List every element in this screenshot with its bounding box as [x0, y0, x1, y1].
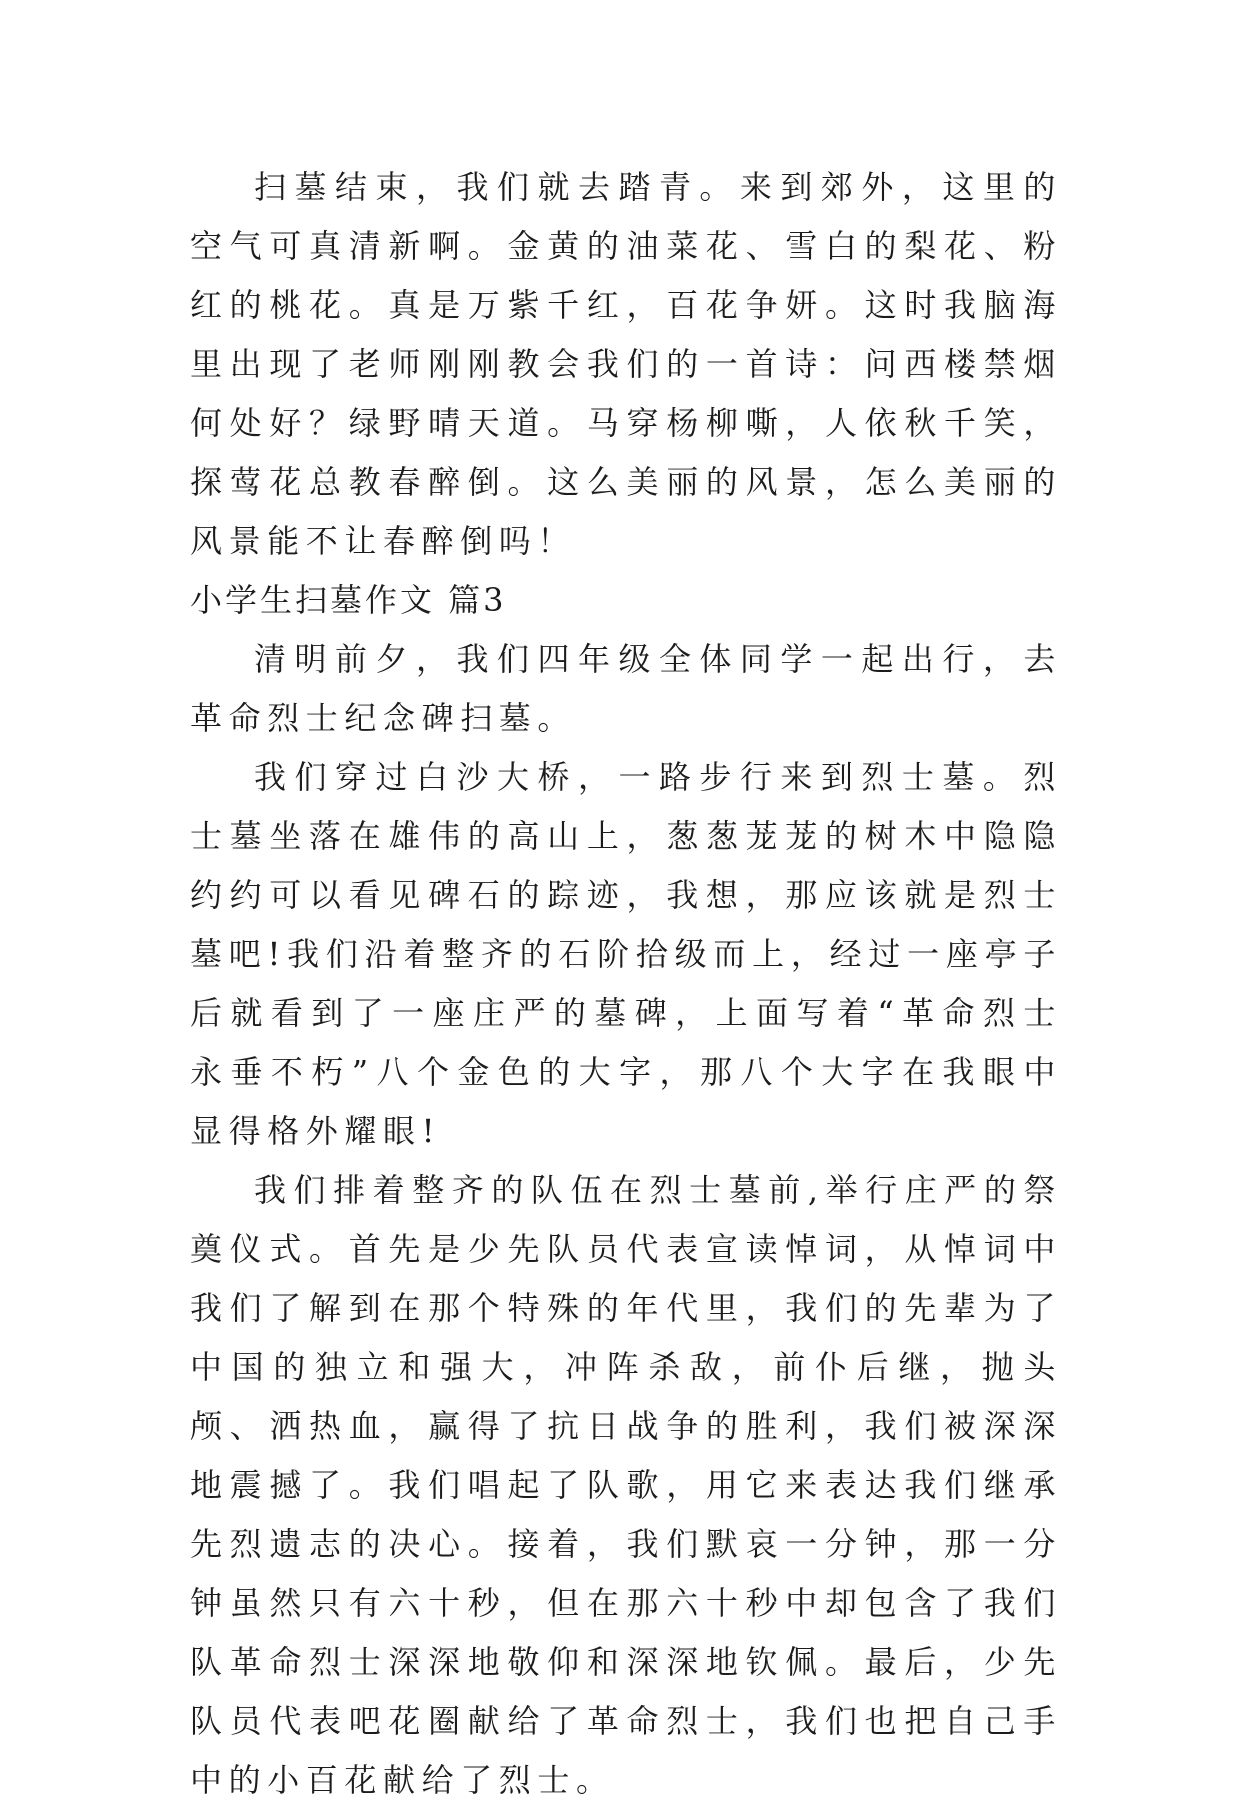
paragraph-arrival: 我们穿过白沙大桥，一路步行来到烈士墓。烈士墓坐落在雄伟的高山上，葱葱茏茏的树木中隐隐约约可以看见碑石的踪迹，我想，那应该就是烈士墓吧!我们沿着整齐的石阶拾级而上，经过一座亭子后就看到了一座庄严的墓碑，上面写着“革命烈士永垂不朽”八个金色的大字，那八个大字在我眼中显得格外耀眼! — [190, 758, 1062, 1150]
paragraph-ceremony: 我们排着整齐的队伍在烈士墓前,举行庄严的祭奠仪式。首先是少先队员代表宣读悼词，从悼词中我们了解到在那个特殊的年代里，我们的先辈为了中国的独立和强大，冲阵杀敌，前仆后继，抛头颅、洒热血，赢得了抗日战争的胜利，我们被深深地震撼了。我们唱起了队歌，用它来表达我们继承先烈遗志的决心。接着，我们默哀一分钟，那一分钟虽然只有六十秒，但在那六十秒中却包含了我们队革命烈士深深地敬仰和深深地钦佩。最后，少先队员代表吧花圈献给了革命烈士，我们也把自己手中的小百花献给了烈士。 — [190, 1171, 1062, 1799]
document-body — [190, 158, 1062, 1810]
section-heading: 小学生扫墓作文 篇3 — [190, 581, 507, 619]
paragraph-spring-outing: 扫墓结束，我们就去踏青。来到郊外，这里的空气可真清新啊。金黄的油菜花、雪白的梨花、粉红的桃花。真是万紫千红，百花争妍。这时我脑海里出现了老师刚刚教会我们的一首诗：问西楼禁烟何处好？绿野晴天道。马穿杨柳嘶，人依秋千笑，探莺花总教春醉倒。这么美丽的风景，怎么美丽的风景能不让春醉倒吗！ — [190, 168, 1062, 560]
paragraph-intro: 清明前夕，我们四年级全体同学一起出行，去革命烈士纪念碑扫墓。 — [190, 640, 1062, 737]
